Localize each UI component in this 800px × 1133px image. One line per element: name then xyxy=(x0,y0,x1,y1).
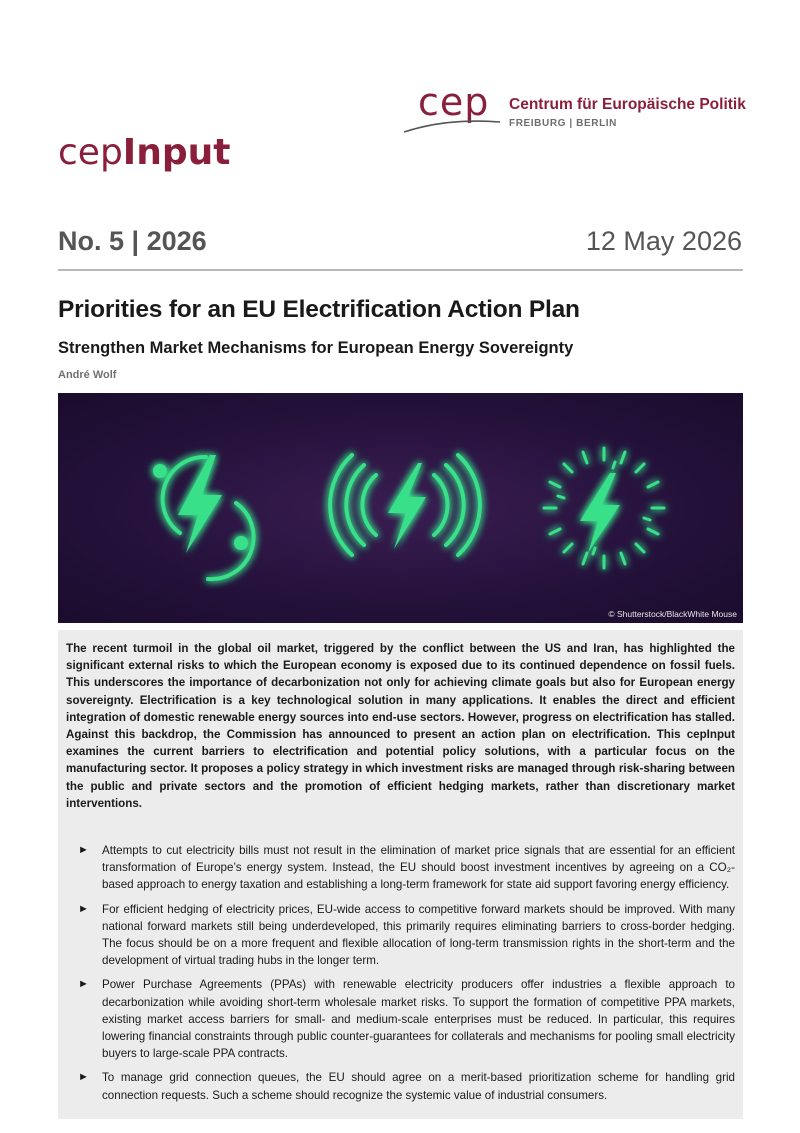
lightning-cycle-icon xyxy=(155,455,254,579)
lightning-burst-icon xyxy=(544,448,664,568)
bullet-text: For efficient hedging of electricity prices, EU-wide access to competitive forward markets should be improved. With many national forward markets still being underdeveloped, this primarily requires eliminating barriers to cross-border hedging. The focus should be on a more frequent and flexible allocation of long-term transmission rights in the short-term and the development of virtual trading hubs in the longer term. xyxy=(102,902,735,968)
cep-logo xyxy=(402,80,752,141)
summary-intro: The recent turmoil in the global oil market, triggered by the conflict between the US and Iran, has highlighted the significant external risks to which the European economy is exposed due to its continued dependence on fossil fuels. This underscores the importance of decarbonization not only for achieving climate goals but also for European energy sovereignty. Electrification is a key technological solution in many applications. It enables the direct and efficient integration of domestic renewable energy sources into end-use sectors. However, progress on electrification has stalled. Against this backdrop, the Commission has announced to present an action plan on electrification. This cepInput examines the current barriers to electrification and potential policy solutions, with a particular focus on the manufacturing sector. It proposes a policy strategy in which investment risks are managed through risk-sharing between the public and private sectors and the promotion of efficient hedging markets, rather than discretionary market interventions. xyxy=(66,642,735,810)
lightning-signal-icon xyxy=(330,455,480,555)
key-points-list xyxy=(66,842,735,1111)
issue-date: 12 May 2026 xyxy=(585,226,742,256)
org-name: Centrum für Europäische Politik xyxy=(509,96,746,113)
list-item xyxy=(66,976,735,1062)
triangle-right-icon: ► xyxy=(78,844,89,856)
bullet-text: To manage grid connection queues, the EU should agree on a merit-based prioritization scheme for handling grid connection requests. Such a scheme should recognize the systemic value of industrial consumers. xyxy=(102,1071,735,1102)
brand-suffix: Input xyxy=(122,132,231,173)
triangle-right-icon: ► xyxy=(78,1071,89,1084)
divider xyxy=(58,269,743,271)
list-item xyxy=(66,1069,735,1103)
brand-prefix: cep xyxy=(58,132,123,173)
logo-mark: cep xyxy=(418,80,490,124)
triangle-right-icon: ► xyxy=(78,902,89,915)
org-cities: FREIBURG | BERLIN xyxy=(509,118,617,129)
list-item xyxy=(66,901,735,970)
article-author: André Wolf xyxy=(58,369,117,381)
publication-brand xyxy=(58,132,230,173)
issue-number: No. 5 | 2026 xyxy=(58,226,207,256)
article-title: Priorities for an EU Electrification Action Plan xyxy=(58,296,580,323)
summary-box xyxy=(58,630,743,1119)
hero-image xyxy=(58,393,743,623)
bullet-text: Attempts to cut electricity bills must not result in the elimination of market price signals that are essential for an efficient transformation of Europe’s energy system. Instead, the EU should boost investment incentives by agreeing on a CO₂-based approach to energy taxation and establishing a long-term framework for state aid support favoring energy efficiency. xyxy=(102,844,735,892)
triangle-right-icon: ► xyxy=(78,978,89,991)
list-item xyxy=(66,842,735,894)
bullet-text: Power Purchase Agreements (PPAs) with renewable electricity producers offer industries a flexible approach to decarbonization while avoiding short-term wholesale market risks. To support the formation of competitive PPA markets, existing market access barriers for small- and medium-scale enterprises must be reduced. In particular, this requires lowering financial constraints through public counter-guarantees for collaterals and mechanisms for pooling small electricity buyers to large-scale PPA contracts. xyxy=(102,978,735,1061)
image-credit: © Shutterstock/BlackWhite Mouse xyxy=(608,609,737,619)
logo-swoosh-icon xyxy=(402,116,502,136)
article-subtitle: Strengthen Market Mechanisms for European Energy Sovereignty xyxy=(58,339,574,357)
